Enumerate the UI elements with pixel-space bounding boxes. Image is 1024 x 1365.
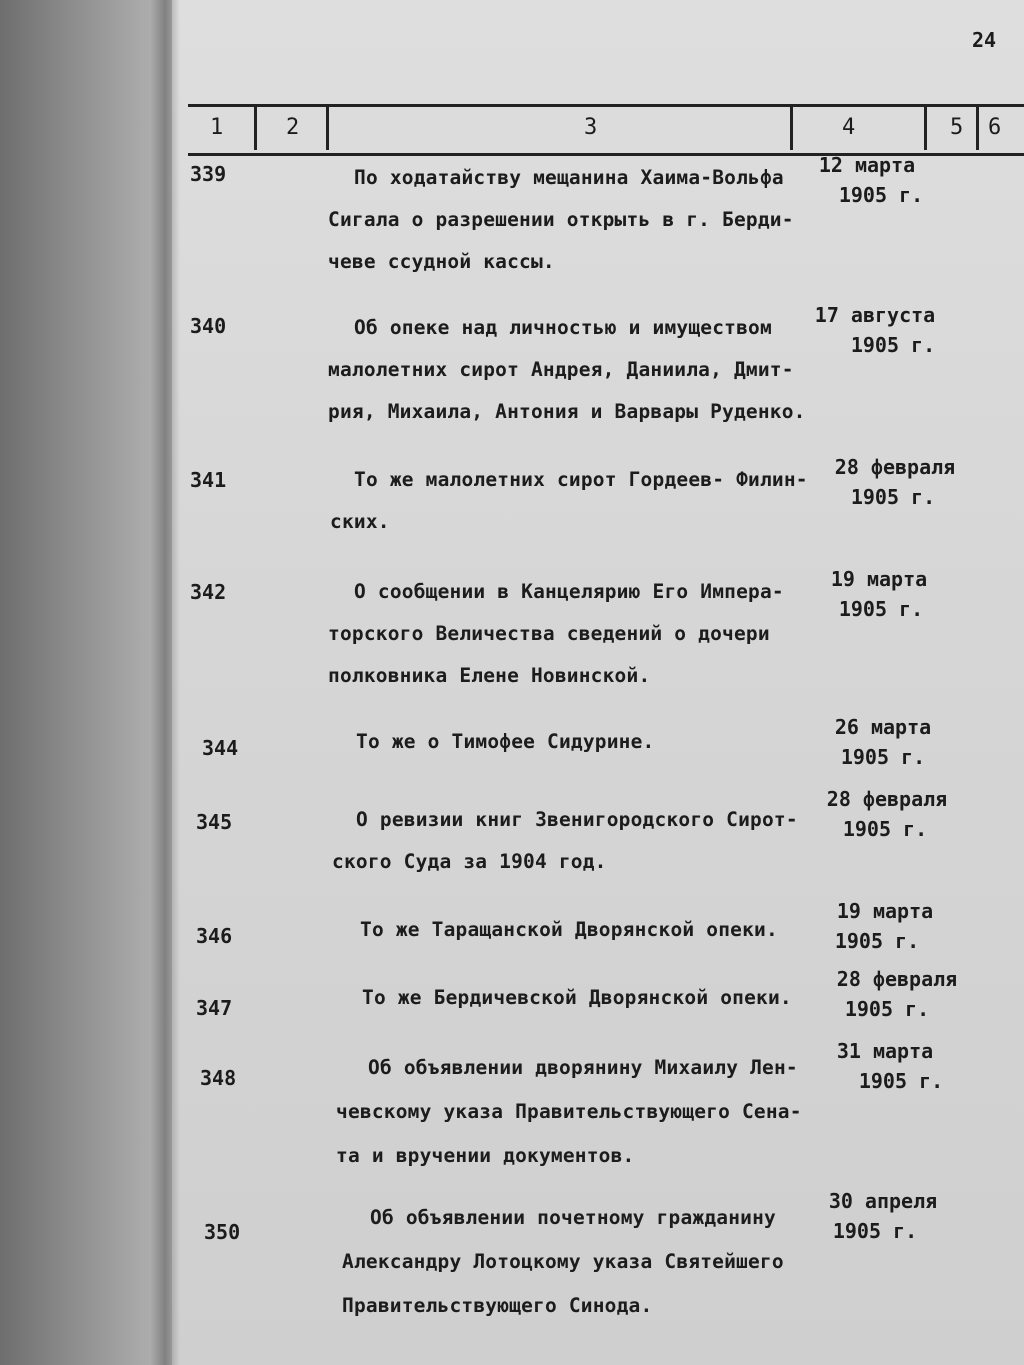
column-header-6: 6 (988, 115, 1002, 140)
entry-text-line: Александру Лотоцкому указа Святейшего (342, 1250, 784, 1273)
entry-date-day: 19 марта (830, 567, 928, 591)
entry-date-year: 1905 г. (832, 1219, 918, 1243)
entry-number: 339 (190, 162, 227, 186)
entry-number: 347 (196, 996, 233, 1020)
entry-date-day: 28 февраля (836, 967, 958, 991)
entry-date-year: 1905 г. (850, 485, 936, 509)
entry-text-line: Сигала о разрешении открыть в г. Берди- (328, 208, 794, 231)
entry-text-line: О сообщении в Канцелярию Его Импера- (354, 580, 784, 603)
entry-text-line: малолетних сирот Андрея, Даниила, Дмит- (328, 358, 794, 381)
entry-text-line: чеве ссудной кассы. (328, 250, 555, 273)
entry-number: 340 (190, 314, 227, 338)
column-header-row (188, 104, 1024, 156)
entry-number: 342 (190, 580, 227, 604)
entry-text-line: полковника Елене Новинской. (328, 664, 651, 687)
entry-date-day: 28 февраля (826, 787, 948, 811)
book-spine-shadow (150, 0, 180, 1365)
entry-text-line: О ревизии книг Звенигородского Сирот- (356, 808, 798, 831)
entry-number: 344 (202, 736, 239, 760)
page-number: 24 (972, 28, 997, 52)
column-header-4: 4 (842, 115, 856, 140)
entry-date-year: 1905 г. (844, 997, 930, 1021)
entry-text-line: рия, Михаила, Антония и Варвары Руденко. (328, 400, 806, 423)
column-divider (924, 104, 927, 150)
entry-text-line: Об опеке над личностью и имуществом (354, 316, 772, 339)
column-header-5: 5 (950, 115, 964, 140)
entry-text-line: торского Величества сведений о дочери (328, 622, 770, 645)
entry-text-line: То же Таращанской Дворянской опеки. (360, 918, 778, 941)
entry-text-line: По ходатайству мещанина Хаима-Вольфа (354, 166, 784, 189)
entry-number: 345 (196, 810, 233, 834)
entry-text-line: Правительствующего Синода. (342, 1294, 653, 1317)
entry-date-year: 1905 г. (838, 183, 924, 207)
column-header-3: 3 (584, 115, 598, 140)
entry-date-day: 31 марта (836, 1039, 934, 1063)
column-divider (976, 104, 979, 150)
entry-text-line: чевскому указа Правительствующего Сена- (336, 1100, 802, 1123)
entry-date-year: 1905 г. (838, 597, 924, 621)
column-header-1: 1 (210, 115, 224, 140)
entry-text-line: То же Бердичевской Дворянской опеки. (362, 986, 792, 1009)
entry-text-line: Об объявлении дворянину Михаилу Лен- (368, 1056, 798, 1079)
entry-number: 341 (190, 468, 227, 492)
entry-date-year: 1905 г. (840, 745, 926, 769)
entry-date-year: 1905 г. (858, 1069, 944, 1093)
entry-date-day: 12 марта (818, 153, 916, 177)
previous-page-margin (0, 0, 175, 1365)
entry-date-day: 26 марта (834, 715, 932, 739)
entry-text-line: То же малолетних сирот Гордеев- Филин- (354, 468, 808, 491)
entry-date-year: 1905 г. (842, 817, 928, 841)
column-header-2: 2 (286, 115, 300, 140)
entry-number: 348 (200, 1066, 237, 1090)
entry-text-line: Об объявлении почетному гражданину (370, 1206, 776, 1229)
entry-number: 350 (204, 1220, 241, 1244)
entry-number: 346 (196, 924, 233, 948)
entry-text-line: То же о Тимофее Сидурине. (356, 730, 655, 753)
entry-date-day: 30 апреля (828, 1189, 938, 1213)
column-divider (254, 104, 257, 150)
column-divider (790, 104, 793, 150)
entry-date-day: 17 августа (814, 303, 936, 327)
entry-text-line: ского Суда за 1904 год. (332, 850, 607, 873)
entry-text-line: ских. (330, 510, 390, 533)
entry-date-year: 1905 г. (850, 333, 936, 357)
entry-date-day: 19 марта (836, 899, 934, 923)
column-divider (326, 104, 329, 150)
entry-date-year: 1905 г. (834, 929, 920, 953)
entry-text-line: та и вручении документов. (336, 1144, 635, 1167)
entry-date-day: 28 февраля (834, 455, 956, 479)
